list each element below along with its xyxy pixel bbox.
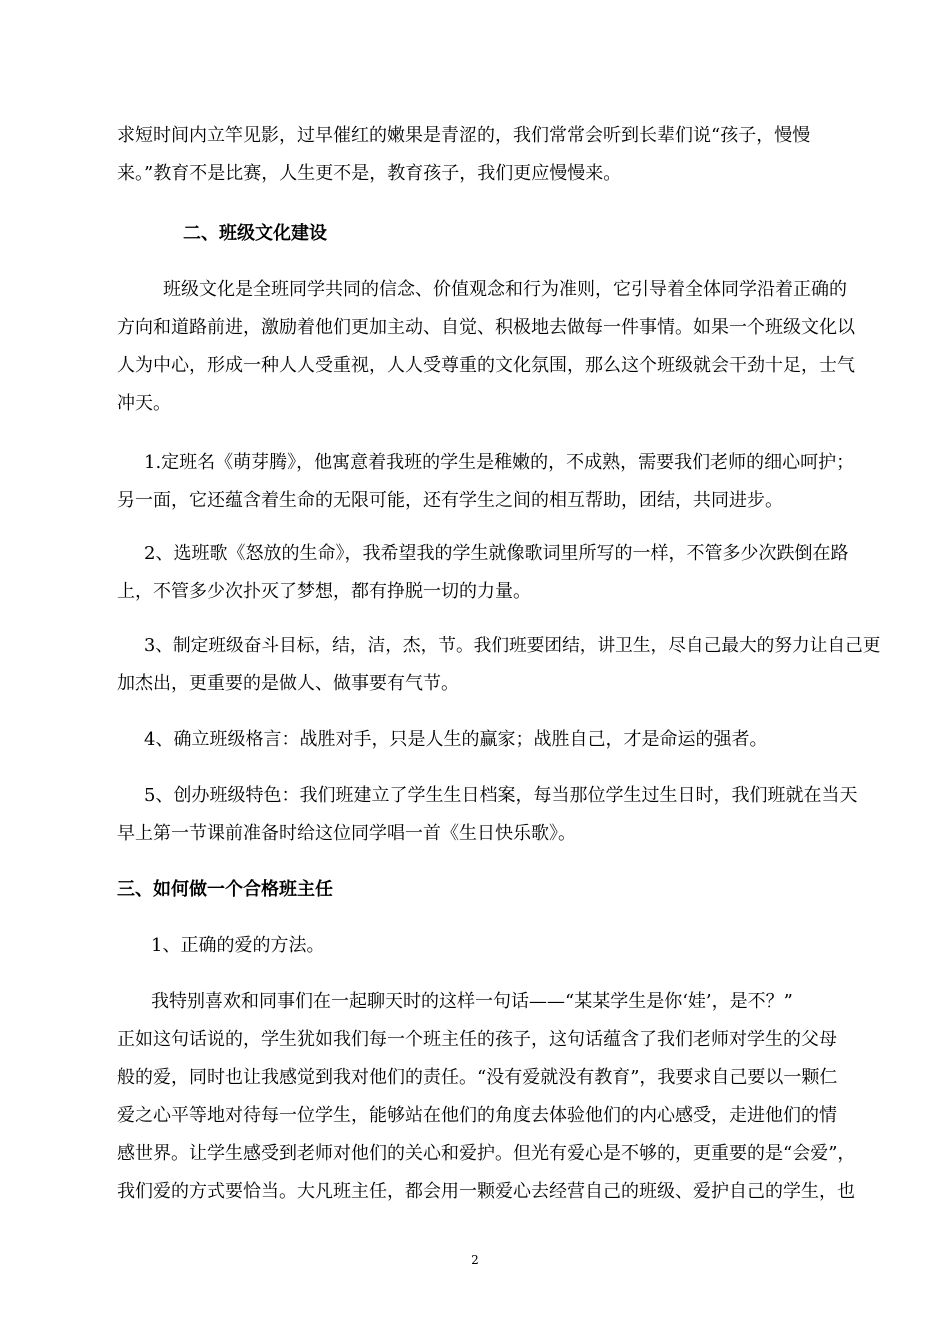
heading-text: 三、如何做一个合格班主任 (117, 879, 333, 900)
text-line: 4、确立班级格言：战胜对手，只是人生的赢家；战胜自己，才是命运的强者。 (144, 729, 768, 750)
text-line: 1.定班名《萌芽腾》，他寓意着我班的学生是稚嫩的，不成熟，需要我们老师的细心呵护； (144, 452, 855, 473)
page-number: 2 (471, 1253, 479, 1267)
text-line: 冲天。 (117, 393, 171, 414)
text-line: 求短时间内立竿见影，过早催红的嫩果是青涩的，我们常常会听到长辈们说“孩子，慢慢 (117, 125, 811, 146)
text-line: 感世界。让学生感受到老师对他们的关心和爱护。但光有爱心是不够的，更重要的是“会爱”， (117, 1143, 856, 1164)
text-line: 1、正确的爱的方法。 (151, 935, 325, 956)
text-line: 爱之心平等地对待每一位学生，能够站在他们的角度去体验他们的内心感受，走进他们的情 (117, 1105, 837, 1126)
heading-text: 二、班级文化建设 (183, 223, 327, 244)
text-line: 来。”教育不是比赛，人生更不是，教育孩子，我们更应慢慢来。 (117, 163, 622, 184)
text-line: 班级文化是全班同学共同的信念、价值观念和行为准则，它引导着全体同学沿着正确的 (163, 279, 847, 300)
text-line: 3、制定班级奋斗目标，结，洁，杰，节。我们班要团结，讲卫生，尽自己最大的努力让自己更 (144, 636, 881, 656)
text-line: 我特别喜欢和同事们在一起聊天时的这样一句话——“某某学生是你‘娃’，是不？” (151, 991, 793, 1012)
text-line: 2、选班歌《怒放的生命》，我希望我的学生就像歌词里所写的一样，不管多少次跌倒在路 (144, 543, 849, 564)
text-line: 人为中心，形成一种人人受重视，人人受尊重的文化氛围，那么这个班级就会干劲十足，士气 (117, 355, 855, 376)
text-line: 另一面，它还蕴含着生命的无限可能，还有学生之间的相互帮助，团结，共同进步。 (117, 490, 783, 511)
text-line: 般的爱，同时也让我感觉到我对他们的责任。“没有爱就没有教育”，我要求自己要以一颗仁 (117, 1067, 838, 1088)
text-line: 我们爱的方式要恰当。大凡班主任，都会用一颗爱心去经营自己的班级、爱护自己的学生，也 (117, 1181, 855, 1202)
text-line: 方向和道路前进，激励着他们更加主动、自觉、积极地去做每一件事情。如果一个班级文化以 (117, 317, 855, 338)
text-line: 5、创办班级特色：我们班建立了学生生日档案，每当那位学生过生日时，我们班就在当天 (144, 785, 858, 806)
text-line: 早上第一节课前准备时给这位同学唱一首《生日快乐歌》。 (117, 823, 576, 844)
text-line: 上，不管多少次扑灭了梦想，都有挣脱一切的力量。 (117, 581, 531, 602)
text-line: 正如这句话说的，学生犹如我们每一个班主任的孩子，这句话蕴含了我们老师对学生的父母 (117, 1029, 837, 1050)
text-line: 加杰出，更重要的是做人、做事要有气节。 (117, 673, 459, 694)
